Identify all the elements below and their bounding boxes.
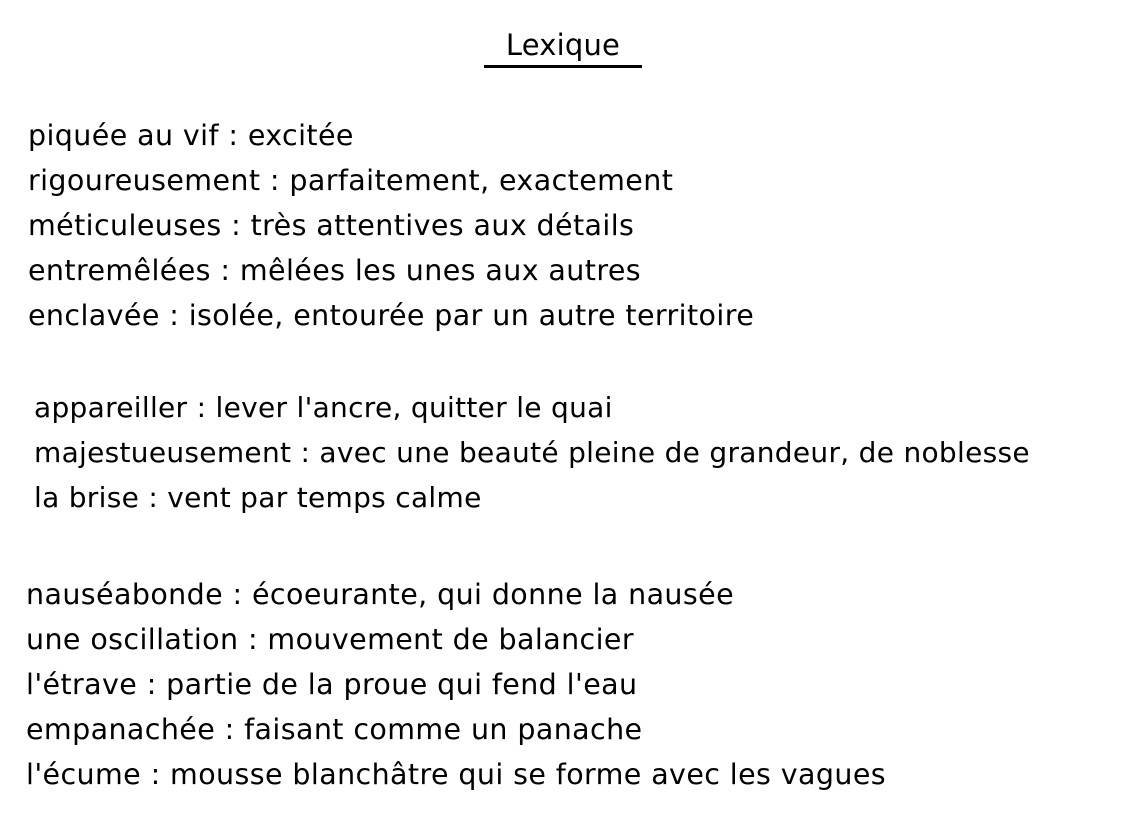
glossary-group-2 (34, 385, 1030, 520)
glossary-entry: empanachée : faisant comme un panache (26, 713, 643, 746)
title-underline (484, 65, 642, 68)
glossary-entry: majestueusement : avec une beauté pleine de grandeur, de noblesse (34, 436, 1030, 469)
glossary-entry: l'étrave : partie de la proue qui fend l'eau (26, 668, 638, 701)
glossary-entry: une oscillation : mouvement de balancier (26, 623, 634, 656)
glossary-entry: rigoureusement : parfaitement, exactement (28, 164, 674, 197)
glossary-entry: piquée au vif : excitée (28, 119, 354, 152)
glossary-entry: méticuleuses : très attentives aux détails (28, 209, 635, 242)
glossary-entry: l'écume : mousse blanchâtre qui se forme avec les vagues (26, 758, 887, 791)
glossary-group-1 (28, 113, 754, 338)
glossary-entry: appareiller : lever l'ancre, quitter le quai (34, 391, 613, 424)
glossary-group-3 (26, 572, 886, 797)
glossary-entry: la brise : vent par temps calme (34, 481, 482, 514)
glossary-entry: nauséabonde : écoeurante, qui donne la nausée (26, 578, 735, 611)
title-block (484, 26, 642, 70)
glossary-entry: entremêlées : mêlées les unes aux autres (28, 254, 641, 287)
glossary-entry: enclavée : isolée, entourée par un autre territoire (28, 299, 755, 332)
page-title: Lexique (505, 28, 621, 62)
